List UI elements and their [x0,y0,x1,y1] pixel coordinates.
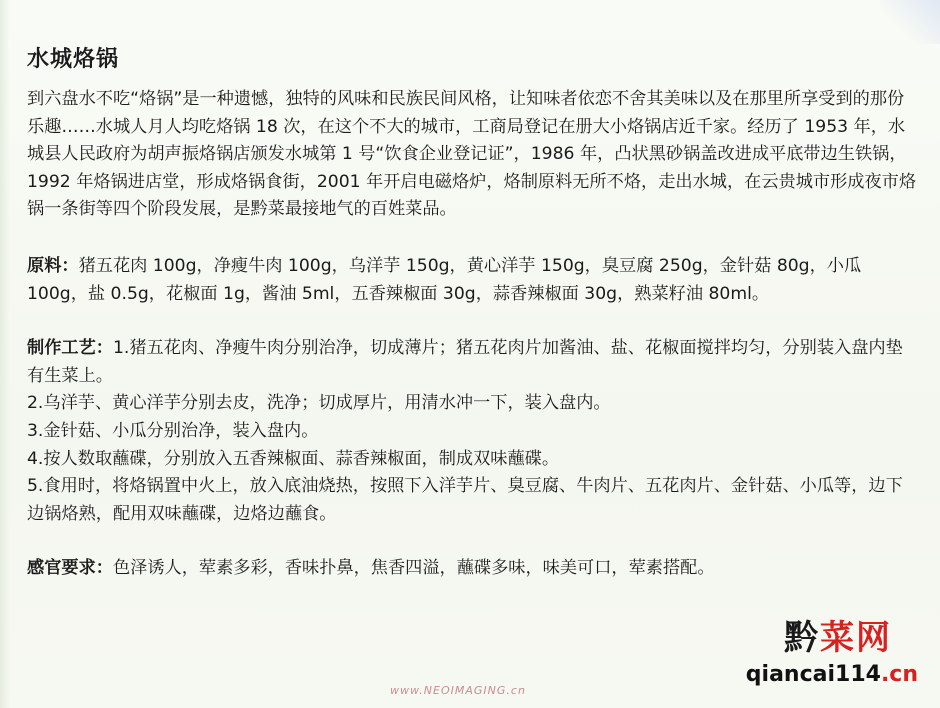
corner-decoration [880,0,940,44]
logo-url-main: qiancai114 [745,662,881,687]
ingredients-section [27,253,917,308]
logo-chinese-red: 菜网 [820,618,892,658]
page-left-border [0,0,10,708]
sensory-label: 感官要求： [27,558,113,579]
ingredients-text: 猪五花肉 100g，净瘦牛肉 100g，乌洋芋 150g，黄心洋芋 150g，臭豆腐 250g，金针菇 80g，小瓜 100g，盐 0.5g，花椒面 1g，酱油 5ml，五香辣椒面 30g，蒜香辣椒面 30g，熟菜籽油 80ml。 [27,255,862,304]
process-step-1: 1.猪五花肉、净瘦牛肉分别治净，切成薄片；猪五花肉片加酱油、盐、花椒面搅拌均匀，分别装入盘内垫有生菜上。 [27,338,903,386]
logo-chinese [784,610,892,659]
intro-paragraph: 到六盘水不吃“烙锅”是一种遗憾，独特的风味和民族民间风格，让知味者依恋不舍其美味以及在那里所享受到的那份乐趣……水城人月人均吃烙锅 18 次，在这个不大的城市，工商局登记在册大小烙锅店近千家。经历了 1953 年，水城县人民政府为胡声振烙锅店颁发水城第 1 号“饮食企业登记证”，1986 年，凸状黑砂锅盖改进成平底带边生铁锅，1992 年烙锅进店堂，形成烙锅食街，2001 年开启电磁烙炉，烙制原料无所不烙，走出水城，在云贵城市形成夜市烙锅一条街等四个阶段发展，是黔菜最接地气的百姓菜品。 [27,89,917,220]
logo-chinese-black: 黔 [784,618,820,658]
page-title: 水城烙锅 [27,47,120,72]
process-label: 制作工艺： [27,338,113,359]
sensory-text: 色泽诱人，荤素多彩，香味扑鼻，焦香四溢，蘸碟多味，味美可口，荤素搭配。 [112,558,715,579]
process-step-2: 2.乌洋芋、黄心洋芋分别去皮，洗净；切成厚片，用清水冲一下，装入盘内。 [27,393,611,414]
process-section [27,335,917,390]
ingredients-label: 原料： [27,255,79,276]
logo-url-tld: .cn [880,662,918,687]
site-logo[interactable] [708,610,918,698]
watermark: www.NEOIMAGING.cn [390,684,526,697]
process-step-3: 3.金针菇、小瓜分别治净，装入盘内。 [27,420,319,441]
sensory-section [27,555,917,583]
logo-url [746,662,918,687]
recipe-body [27,86,917,583]
process-step-5: 5.食用时，将烙锅置中火上，放入底油烧热，按照下入洋芋片、臭豆腐、牛肉片、五花肉片、金针菇、小瓜等，边下边锅烙熟，配用双味蘸碟，边烙边蘸食。 [27,476,903,524]
process-step-4: 4.按人数取蘸碟，分别放入五香辣椒面、蒜香辣椒面，制成双味蘸碟。 [27,448,560,469]
